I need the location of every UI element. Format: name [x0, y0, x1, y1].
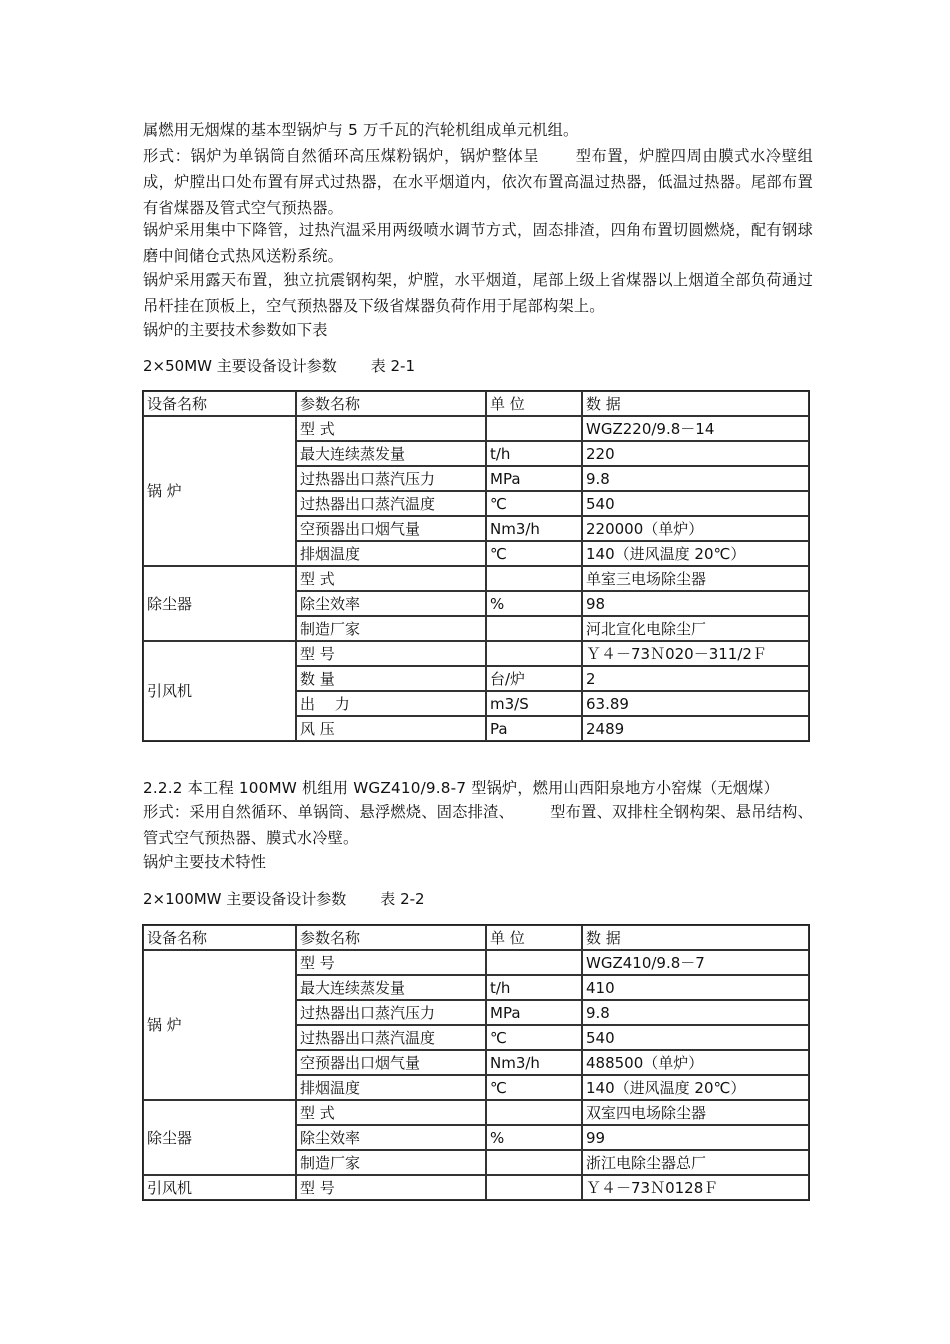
- unit-cell: [486, 1100, 582, 1125]
- parameter-cell: 过热器出口蒸汽压力: [296, 1000, 486, 1025]
- intro-paragraph-3: 锅炉采用集中下降管，过热汽温采用两级喷水调节方式，固态排渣，四角布置切圆燃烧，配有钢球磨中间储仓式热风送粉系统。: [143, 221, 813, 265]
- table1-caption-title: 2×50MW 主要设备设计参数: [143, 357, 337, 375]
- equipment-name-cell: 锅 炉: [143, 416, 296, 566]
- table-row: [143, 1100, 809, 1125]
- parameter-cell: 最大连续蒸发量: [296, 441, 486, 466]
- unit-cell: t/h: [486, 975, 582, 1000]
- value-cell: 63.89: [582, 691, 809, 716]
- unit-cell: ℃: [486, 541, 582, 566]
- unit-cell: [486, 641, 582, 666]
- parameter-cell: 空预器出口烟气量: [296, 516, 486, 541]
- parameter-cell: 过热器出口蒸汽压力: [296, 466, 486, 491]
- value-cell: 410: [582, 975, 809, 1000]
- parameter-cell: 除尘效率: [296, 1125, 486, 1150]
- equipment-name-cell: 除尘器: [143, 566, 296, 641]
- unit-cell: Nm3/h: [486, 1050, 582, 1075]
- intro-paragraph-4: 锅炉采用露天布置，独立抗震钢构架，炉膛，水平烟道，尾部上级上省煤器以上烟道全部负荷通过吊杆挂在顶板上，空气预热器及下级省煤器负荷作用于尾部构架上。: [143, 271, 813, 315]
- value-cell: 2489: [582, 716, 809, 741]
- value-cell: 9.8: [582, 466, 809, 491]
- header-cell: 数 据: [582, 391, 809, 416]
- unit-cell: [486, 416, 582, 441]
- unit-cell: %: [486, 1125, 582, 1150]
- parameter-cell: 最大连续蒸发量: [296, 975, 486, 1000]
- table-row: [143, 416, 809, 441]
- unit-cell: [486, 950, 582, 975]
- parameter-cell: 过热器出口蒸汽温度: [296, 1025, 486, 1050]
- header-cell: 单 位: [486, 391, 582, 416]
- intro-paragraph-2: [143, 143, 813, 221]
- parameter-cell: 风 压: [296, 716, 486, 741]
- value-cell: 488500（单炉）: [582, 1050, 809, 1075]
- table2-caption-number: 表 2-2: [380, 890, 425, 908]
- header-cell: 参数名称: [296, 925, 486, 950]
- table1: [142, 390, 810, 742]
- unit-cell: m3/S: [486, 691, 582, 716]
- intro-paragraph-1: 属燃用无烟煤的基本型锅炉与 5 万千瓦的汽轮机组成单元机组。: [143, 121, 579, 139]
- table2: [142, 924, 810, 1201]
- parameter-cell: 型 式: [296, 566, 486, 591]
- value-cell: 140（进风温度 20℃）: [582, 1075, 809, 1100]
- value-cell: 540: [582, 1025, 809, 1050]
- section2-paragraph-2-a: 形式：采用自然循环、单锅筒、悬浮燃烧、固态排渣、: [143, 803, 515, 821]
- section2-paragraph-1: 2.2.2 本工程 100MW 机组用 WGZ410/9.8-7 型锅炉，燃用山西阳泉地方小窑煤（无烟煤）: [143, 779, 779, 797]
- header-cell: 单 位: [486, 925, 582, 950]
- value-cell: 双室四电场除尘器: [582, 1100, 809, 1125]
- equipment-name-cell: 除尘器: [143, 1100, 296, 1175]
- parameter-cell: 出 力: [296, 691, 486, 716]
- value-cell: 河北宣化电除尘厂: [582, 616, 809, 641]
- table-row: [143, 641, 809, 666]
- parameter-cell: 型 式: [296, 416, 486, 441]
- parameter-cell: 型 号: [296, 950, 486, 975]
- table-header-row: [143, 391, 809, 416]
- table-row: [143, 566, 809, 591]
- equipment-name-cell: 引风机: [143, 641, 296, 741]
- unit-cell: %: [486, 591, 582, 616]
- table2-caption: [143, 889, 425, 909]
- header-cell: 设备名称: [143, 391, 296, 416]
- unit-cell: 台/炉: [486, 666, 582, 691]
- unit-cell: t/h: [486, 441, 582, 466]
- value-cell: 140（进风温度 20℃）: [582, 541, 809, 566]
- unit-cell: [486, 616, 582, 641]
- value-cell: 98: [582, 591, 809, 616]
- intro-paragraph-2-a: 形式：锅炉为单锅筒自然循环高压煤粉锅炉，锅炉整体呈: [143, 147, 540, 165]
- header-cell: 数 据: [582, 925, 809, 950]
- parameter-cell: 型 式: [296, 1100, 486, 1125]
- unit-cell: [486, 1150, 582, 1175]
- unit-cell: MPa: [486, 466, 582, 491]
- equipment-name-cell: 锅 炉: [143, 950, 296, 1100]
- parameter-cell: 空预器出口烟气量: [296, 1050, 486, 1075]
- parameter-cell: 排烟温度: [296, 1075, 486, 1100]
- intro-paragraph-5: 锅炉的主要技术参数如下表: [143, 321, 328, 339]
- parameter-cell: 型 号: [296, 1175, 486, 1200]
- parameter-cell: 制造厂家: [296, 1150, 486, 1175]
- value-cell: 9.8: [582, 1000, 809, 1025]
- table-row: [143, 950, 809, 975]
- parameter-cell: 型 号: [296, 641, 486, 666]
- value-cell: 2: [582, 666, 809, 691]
- unit-cell: ℃: [486, 1075, 582, 1100]
- value-cell: WGZ410/9.8－7: [582, 950, 809, 975]
- value-cell: 220: [582, 441, 809, 466]
- section2-paragraph-2: [143, 799, 813, 851]
- unit-cell: Pa: [486, 716, 582, 741]
- table-row: [143, 1175, 809, 1200]
- value-cell: 220000（单炉）: [582, 516, 809, 541]
- unit-cell: MPa: [486, 1000, 582, 1025]
- unit-cell: ℃: [486, 1025, 582, 1050]
- value-cell: Ｙ４－73Ｎ0128Ｆ: [582, 1175, 809, 1200]
- parameter-cell: 除尘效率: [296, 591, 486, 616]
- value-cell: 99: [582, 1125, 809, 1150]
- value-cell: 540: [582, 491, 809, 516]
- value-cell: Ｙ４－73Ｎ020－311/2Ｆ: [582, 641, 809, 666]
- parameter-cell: 数 量: [296, 666, 486, 691]
- section2-paragraph-2-b: 型布置、双排柱全钢构架、悬吊结构、管式空气预热器、膜式水冷壁。: [143, 803, 813, 847]
- value-cell: WGZ220/9.8－14: [582, 416, 809, 441]
- header-cell: 参数名称: [296, 391, 486, 416]
- parameter-cell: 排烟温度: [296, 541, 486, 566]
- value-cell: 浙江电除尘器总厂: [582, 1150, 809, 1175]
- unit-cell: [486, 1175, 582, 1200]
- intro-paragraph-2-b: 型布置，炉膛四周由膜式水冷壁组成，炉膛出口处布置有屏式过热器，在水平烟道内，依次布置高温过热器，低温过热器。尾部布置有省煤器及管式空气预热器。: [143, 147, 814, 217]
- table1-caption: [143, 356, 415, 376]
- parameter-cell: 过热器出口蒸汽温度: [296, 491, 486, 516]
- table1-caption-number: 表 2-1: [370, 357, 416, 375]
- value-cell: 单室三电场除尘器: [582, 566, 809, 591]
- section2-paragraph-3: 锅炉主要技术特性: [143, 853, 267, 871]
- header-cell: 设备名称: [143, 925, 296, 950]
- unit-cell: Nm3/h: [486, 516, 582, 541]
- parameter-cell: 制造厂家: [296, 616, 486, 641]
- equipment-name-cell: 引风机: [143, 1175, 296, 1200]
- table-header-row: [143, 925, 809, 950]
- unit-cell: [486, 566, 582, 591]
- table2-caption-title: 2×100MW 主要设备设计参数: [143, 890, 347, 908]
- unit-cell: ℃: [486, 491, 582, 516]
